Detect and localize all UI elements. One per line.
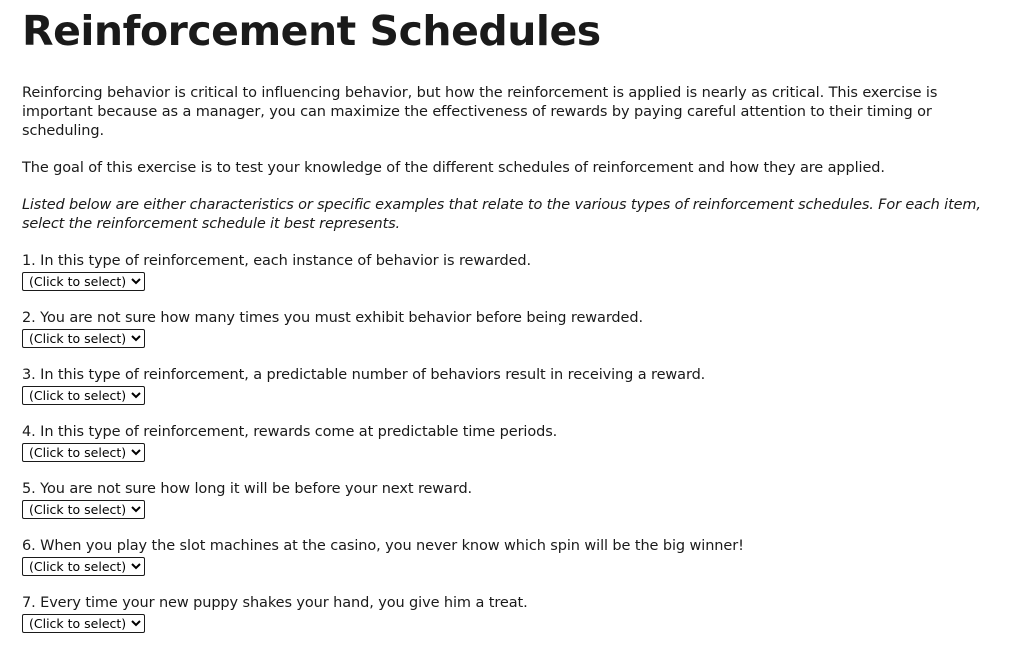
intro-paragraph: Reinforcing behavior is critical to influencing behavior, but how the reinforcement is applied is nearly as critical. This exercise is important because as a manager, you can maximize the effectiveness of rewards by paying careful attention to their timing or scheduling. — [22, 85, 938, 139]
question-text: 6. When you play the slot machines at the casino, you never know which spin will be the big winner! — [22, 538, 744, 554]
answer-select-3[interactable] — [22, 386, 145, 405]
question-item-4 — [22, 423, 1002, 462]
question-item-1 — [22, 252, 1002, 291]
answer-select-4[interactable] — [22, 443, 145, 462]
page-title: Reinforcement Schedules — [22, 7, 601, 55]
question-item-6 — [22, 537, 1002, 576]
question-text: 5. You are not sure how long it will be before your next reward. — [22, 481, 473, 497]
goal-paragraph: The goal of this exercise is to test your knowledge of the different schedules of reinforcement and how they are applied. — [22, 160, 885, 176]
answer-select-7[interactable] — [22, 614, 145, 633]
question-text: 4. In this type of reinforcement, rewards come at predictable time periods. — [22, 424, 558, 440]
question-item-2 — [22, 309, 1002, 348]
answer-select-5[interactable] — [22, 500, 145, 519]
question-text: 1. In this type of reinforcement, each instance of behavior is rewarded. — [22, 253, 532, 269]
question-item-7 — [22, 594, 1002, 633]
answer-select-6[interactable] — [22, 557, 145, 576]
question-text: 7. Every time your new puppy shakes your hand, you give him a treat. — [22, 595, 528, 611]
instructions-text: Listed below are either characteristics or specific examples that relate to the various types of reinforcement schedules. For each item, select the reinforcement schedule it best represents. — [22, 197, 981, 232]
answer-select-1[interactable] — [22, 272, 145, 291]
question-text: 3. In this type of reinforcement, a predictable number of behaviors result in receiving a reward. — [22, 367, 706, 383]
question-item-3 — [22, 366, 1002, 405]
question-text: 2. You are not sure how many times you must exhibit behavior before being rewarded. — [22, 310, 643, 326]
answer-select-2[interactable] — [22, 329, 145, 348]
question-item-5 — [22, 480, 1002, 519]
